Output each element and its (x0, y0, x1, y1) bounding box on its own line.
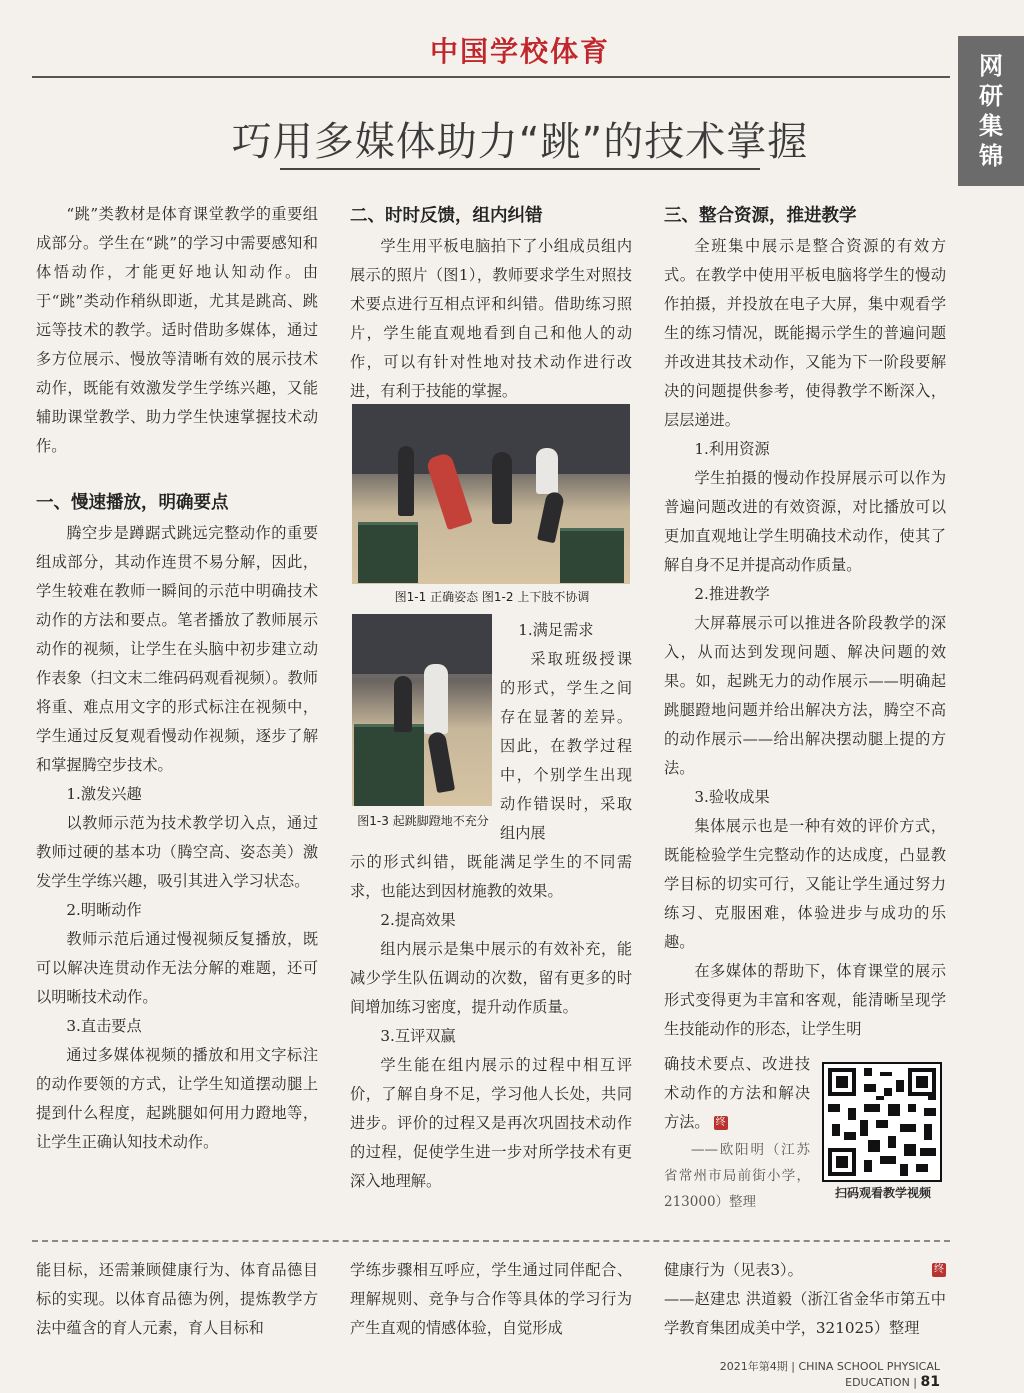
title-underline (280, 168, 760, 170)
column-tab (958, 36, 1024, 186)
section3-body: 全班集中展示是整合资源的有效方式。在教学中使用平板电脑将学生的慢动作拍摄，并投放在电子大屏，集中观看学生的练习情况，既能揭示学生的普遍问题并改进其技术动作，又能为下一阶段要解决的问题提供参考，使得教学不断深入，层层递进。 (664, 237, 946, 429)
article-title: 巧用多媒体助力“跳”的技术掌握 (231, 119, 809, 165)
section-divider (32, 1240, 950, 1242)
section2-sub2-heading: 2.提高效果 (380, 911, 456, 929)
section1-sub3-heading: 3.直击要点 (66, 1017, 142, 1035)
column-3 (664, 200, 946, 1044)
section3-heading: 三、整合资源，推进教学 (664, 206, 857, 226)
section1-sub1-body: 以教师示范为技术教学切入点，通过教师过硬的基本功（腾空高、姿态美）激发学生学练兴趣，吸引其进入学习状态。 (36, 814, 318, 890)
section2-sub1-body-b: 示的形式纠错，既能满足学生的不同需求，也能达到因材施教的效果。 (350, 853, 632, 900)
author-credit: ——欧阳明（江苏省常州市局前街小学，213000）整理 (664, 1142, 810, 1210)
section1-sub2-body: 教师示范后通过慢视频反复播放，既可以解决连贯动作无法分解的难题，还可以明晰技术动作。 (36, 930, 318, 1006)
column-tab-char: 集 (979, 112, 1003, 140)
section3-sub3-body: 集体展示也是一种有效的评价方式，既能检验学生完整动作的达成度，凸显教学目标的切实可行，又能让学生通过努力练习、克服困难，体验进步与成功的乐趣。 (664, 817, 946, 951)
section2-sub1-heading: 1.满足需求 (518, 621, 594, 639)
issue-info: 2021年第4期 | CHINA SCHOOL PHYSICAL EDUCATION | (719, 1360, 940, 1389)
header-rule (32, 76, 950, 78)
column-3-lower (664, 1050, 810, 1215)
section3-sub2-heading: 2.推进教学 (694, 585, 770, 603)
continuation-col2: 学练步骤相互呼应，学生通过同伴配合、理解规则、竞争与合作等具体的学习行为产生直观的情感体验，自觉形成 (350, 1261, 632, 1337)
section1-sub2-heading: 2.明晰动作 (66, 901, 142, 919)
section2-sub2-body: 组内展示是集中展示的有效补充，能减少学生队伍调动的次数，留有更多的时间增加练习密度，提升动作质量。 (350, 940, 632, 1016)
continuation-column-2 (350, 1256, 632, 1343)
section3-sub3-heading: 3.验收成果 (694, 788, 770, 806)
section2-heading: 二、时时反馈，组内纠错 (350, 206, 543, 226)
column-tab-char: 网 (979, 52, 1003, 80)
continuation-col3-author: ——赵建忠 洪道毅（浙江省金华市第五中学教育集团成美中学，321025）整理 (664, 1290, 946, 1337)
figure-1-caption: 图1-1 正确姿态 图1-2 上下肢不协调 (394, 590, 590, 604)
section3-sub2-body: 大屏幕展示可以推进各阶段教学的深入，从而达到发现问题、解决问题的效果。如，起跳无力的动作展示——明确起跳腿蹬地问题并给出解决方法，腾空不高的动作展示——给出解决摆动腿上提的方法。 (664, 614, 946, 777)
page-footer (680, 1358, 940, 1390)
column-tab-char: 锦 (979, 142, 1003, 170)
section2-sub1-body-a: 采取班级授课的形式，学生之间存在显著的差异。因此，在教学过程中，个别学生出现动作错误时，采取组内展 (500, 650, 632, 842)
section1-body: 腾空步是蹲踞式跳远完整动作的重要组成部分，其动作连贯不易分解，因此，学生较难在教师一瞬间的示范中明确技术动作的方法和要点。笔者播放了教师展示动作的视频，让学生在头脑中初步建立动作表象（扫文末二维码码观看视频）。教师将重、难点用文字的形式标注在视频中，学生通过反复观看慢动作视频，逐步了解和掌握腾空步技术。 (36, 524, 318, 774)
page-number: 81 (920, 1374, 940, 1390)
section1-heading: 一、慢速播放，明确要点 (36, 493, 229, 513)
section1-sub1-heading: 1.激发兴趣 (66, 785, 142, 803)
qr-code-icon (824, 1064, 940, 1180)
intro-paragraph: “跳”类教材是体育课堂教学的重要组成部分。学生在“跳”的学习中需要感知和体悟动作，才能更好地认知动作。由于“跳”类动作稍纵即逝，尤其是跳高、跳远等技术的教学。适时借助多媒体，通过多方位展示、慢放等清晰有效的展示技术动作，既能有效激发学生学练兴趣，又能辅助课堂教学、助力学生快速掌握技术动作。 (36, 205, 318, 455)
column-1 (36, 200, 318, 1157)
column-2 (350, 200, 632, 406)
continuation-col3-a: 健康行为（见表3）。 (664, 1261, 803, 1279)
figure-3-photo (352, 614, 492, 806)
qr-caption: 扫码观看教学视频 (834, 1186, 931, 1200)
section3-sub1-heading: 1.利用资源 (694, 440, 770, 458)
section2-sub3-body: 学生能在组内展示的过程中相互评价，了解自身不足，学习他人长处，共同进步。评价的过程又是再次巩固技术动作的过程，促使学生进一步对所学技术有更深入地理解。 (350, 1056, 632, 1190)
figure-1-photo (352, 404, 630, 584)
continuation-col1: 能目标，还需兼顾健康行为、体育品德目标的实现。以体育品德为例，提炼教学方法中蕴含的育人元素，育人目标和 (36, 1261, 318, 1337)
end-mark-icon: 终 (715, 1117, 726, 1128)
column-2-lower (350, 848, 632, 1196)
continuation-column-1 (36, 1256, 318, 1343)
section1-sub3-body: 通过多媒体视频的播放和用文字标注的动作要领的方式，让学生知道摆动腿上提到什么程度，起跳腿如何用力蹬地等，让学生正确认知技术动作。 (36, 1046, 318, 1151)
conclusion-b: 确技术要点、改进技术动作的方法和解决方法。 (664, 1055, 810, 1131)
qr-code[interactable] (822, 1062, 942, 1182)
conclusion-a: 在多媒体的帮助下，体育课堂的展示形式变得更为丰富和客观，能清晰呈现学生技能动作的形态，让学生明 (664, 962, 946, 1038)
continuation-column-3 (664, 1256, 946, 1343)
column-tab-char: 研 (979, 82, 1003, 110)
journal-title: 中国学校体育 (429, 35, 610, 68)
end-mark-icon: 终 (934, 1264, 944, 1275)
section2-sub3-heading: 3.互评双赢 (380, 1027, 456, 1045)
section3-sub1-body: 学生拍摄的慢动作投屏展示可以作为普遍问题改进的有效资源，对比播放可以更加直观地让学生明确技术动作，使其了解自身不足并提高动作质量。 (664, 469, 946, 574)
figure-3-caption: 图1-3 起跳脚蹬地不充分 (357, 814, 489, 828)
section2-body: 学生用平板电脑拍下了小组成员组内展示的照片（图1），教师要求学生对照技术要点进行互相点评和纠错。借助练习照片，学生能直观地看到自己和他人的动作，可以有针对性地对技术动作进行改进，有利于技能的掌握。 (350, 237, 632, 400)
section2-sub1-side (500, 616, 632, 848)
